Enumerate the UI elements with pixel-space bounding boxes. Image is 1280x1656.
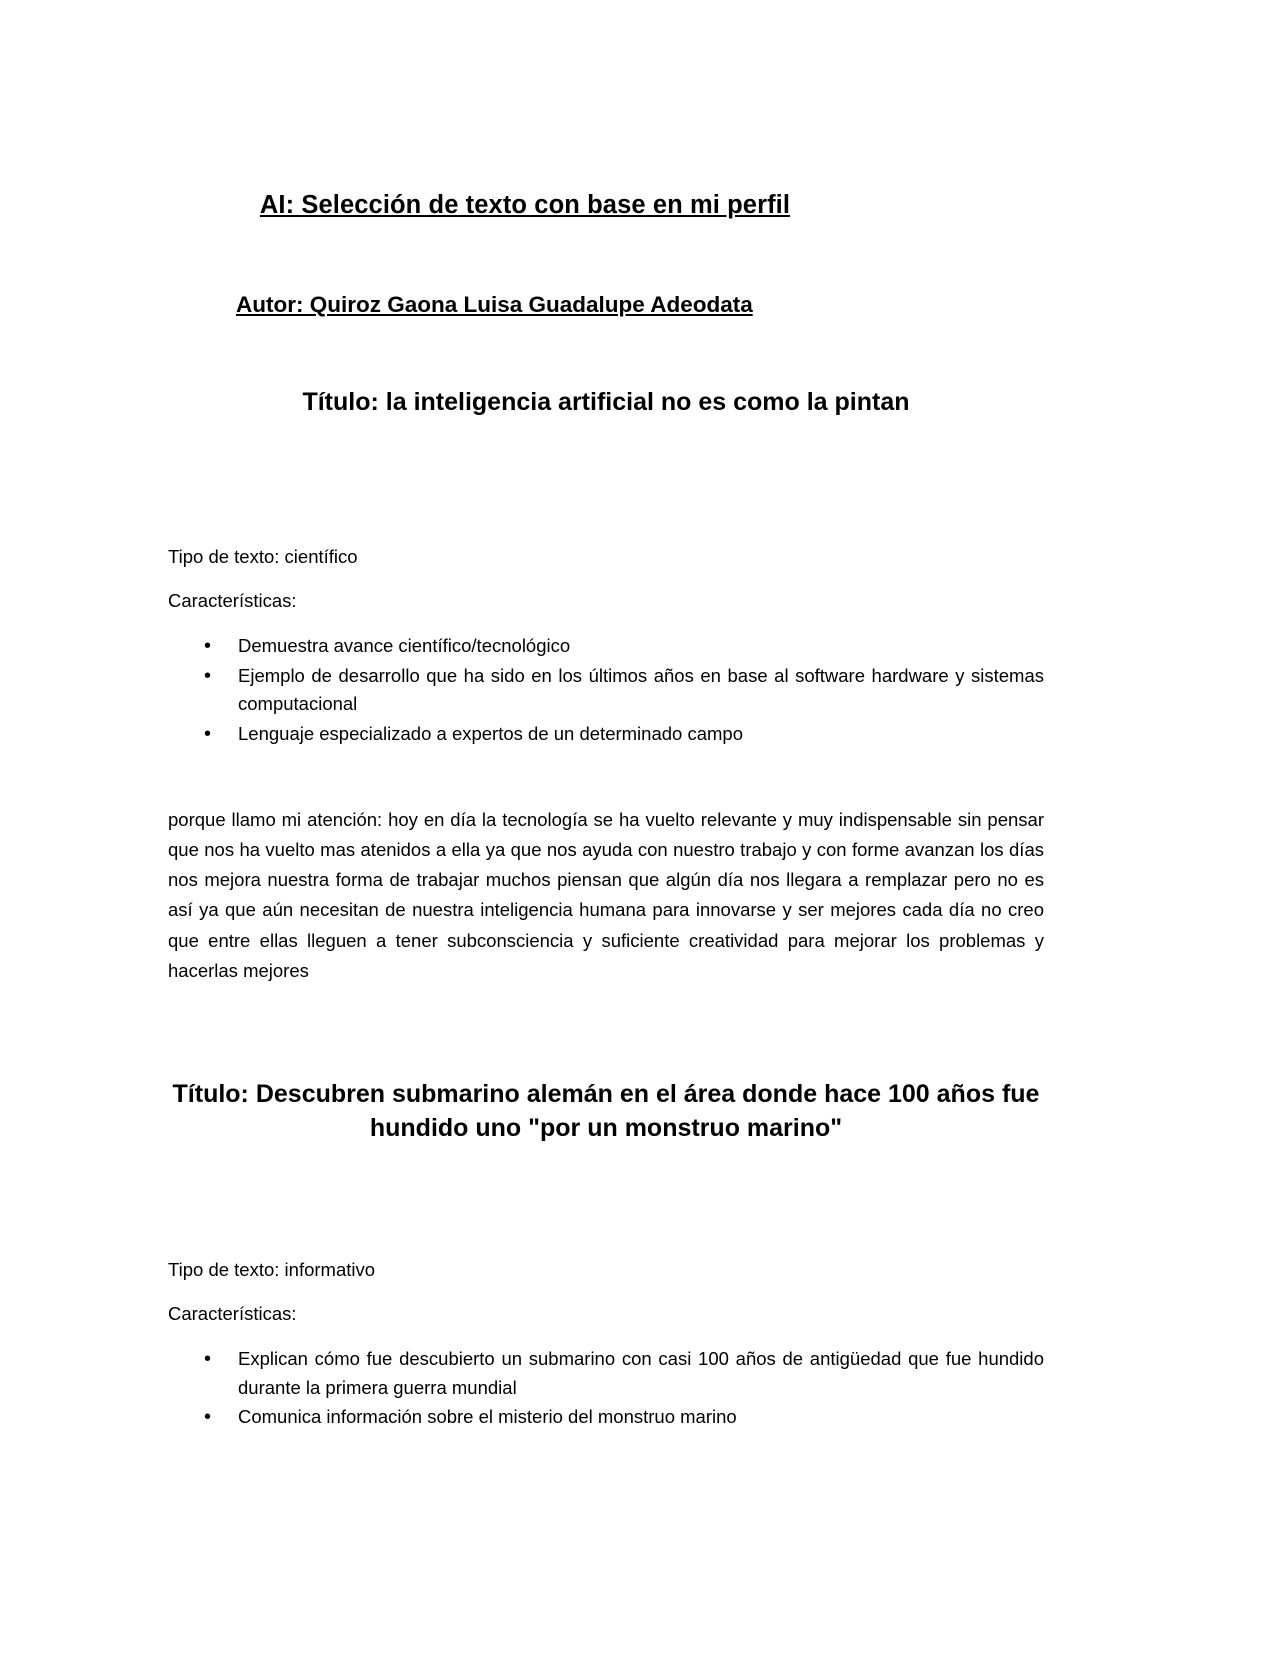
characteristics-list-2 <box>168 1345 1044 1433</box>
text-type-2: Tipo de texto: informativo <box>168 1259 376 1280</box>
section-heading-2: Título: Descubren submarino alemán en el área donde hace 100 años fue hundido uno "por un monstruo marino" <box>172 1080 1040 1142</box>
list-item: • Lenguaje especializado a expertos de un determinado campo <box>168 720 1044 749</box>
list-item: • Ejemplo de desarrollo que ha sido en los últimos años en base al software hardware y sistemas computacional <box>168 662 1044 719</box>
section-paragraph-1: porque llamo mi atención: hoy en día la tecnología se ha vuelto relevante y muy indispensable sin pensar que nos ha vuelto mas atenidos a ella ya que nos ayuda con nuestro trabajo y con forme avanzan los días nos mejora nuestra forma de trabajar muchos piensan que algún día nos llegara a remplazar pero no es así ya que aún necesitan de nuestra inteligencia humana para innovarse y ser mejores cada día no creo que entre ellas lleguen a tener subconsciencia y suficiente creatividad para mejorar los problemas y hacerlas mejores <box>168 809 1044 981</box>
author-line: Autor: Quiroz Gaona Luisa Guadalupe Adeodata <box>236 292 753 317</box>
characteristics-list-1 <box>168 632 1044 750</box>
list-item: • Comunica información sobre el misterio del monstruo marino <box>168 1403 1044 1432</box>
list-item: • Demuestra avance científico/tecnológico <box>168 632 1044 661</box>
text-type-1: Tipo de texto: científico <box>168 546 358 567</box>
page-title: AI: Selección de texto con base en mi perfil <box>259 191 791 219</box>
characteristics-label-1: Características: <box>168 590 297 611</box>
section-heading-1: Título: la inteligencia artificial no es como la pintan <box>302 388 910 416</box>
list-item: • Explican cómo fue descubierto un submarino con casi 100 años de antigüedad que fue hundido durante la primera guerra mundial <box>168 1345 1044 1402</box>
characteristics-label-2: Características: <box>168 1303 297 1324</box>
